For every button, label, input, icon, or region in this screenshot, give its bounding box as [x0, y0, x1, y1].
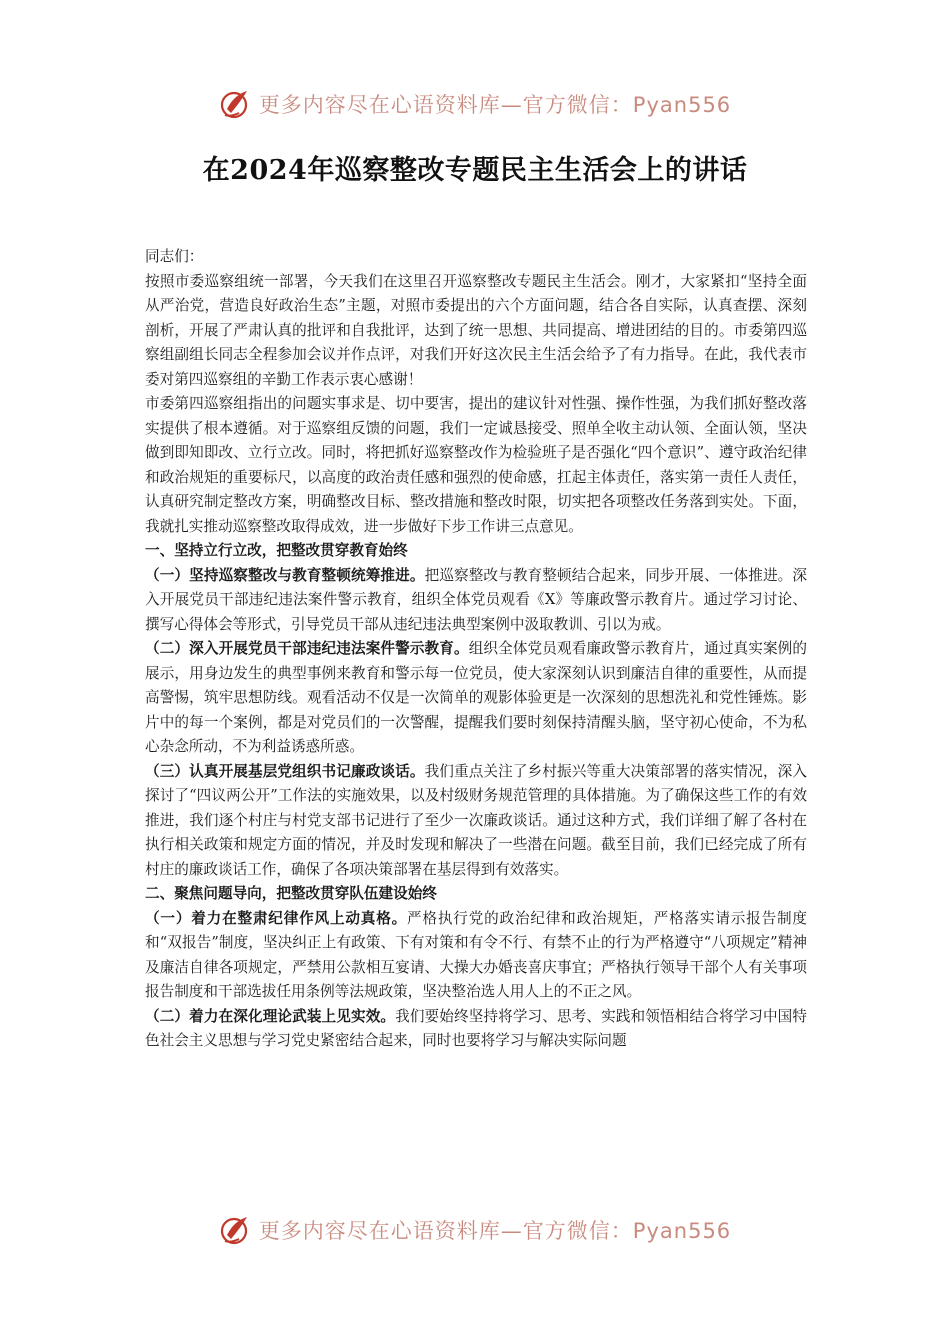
paragraph: [145, 564, 807, 638]
paragraph: 按照市委巡察组统一部署，今天我们在这里召开巡察整改专题民主生活会。刚才，大家紧扣“坚持全面从严治党，营造良好政治生态”主题，对照市委提出的六个方面问题，结合各自实际，认真查摆、深刻剖析，开展了严肃认真的批评和自我批评，达到了统一思想、共同提高、增进团结的目的。市委第四巡察组副组长同志全程参加会议并作点评，对我们开好这次民主生活会给予了有力指导。在此，我代表市委对第四巡察组的辛勤工作表示衷心感谢！: [145, 272, 807, 388]
paragraph: [145, 907, 807, 1005]
document-title: 在2024年巡察整改专题民主生活会上的讲话: [202, 155, 748, 186]
paragraph-text: 组织全体党员观看廉政警示教育片，通过真实案例的展示，用身边发生的典型事例来教育和警示每一位党员，使大家深刻认识到廉洁自律的重要性，从而提高警惕，筑牢思想防线。观看活动不仅是一次简单的观影体验更是一次深刻的思想洗礼和党性锤炼。影片中的每一个案例，都是对党员们的一次警醒，提醒我们要时刻保持清醒头脑，坚守初心使命，不为私心杂念所动，不为利益诱惑所惑。: [145, 640, 807, 755]
subsection-lead: （一）坚持巡察整改与教育整顿统筹推进。: [145, 566, 425, 584]
section-heading: 一、坚持立行立改，把整改贯穿教育始终: [145, 542, 408, 559]
watermark-text: 更多内容尽在心语资料库—官方微信：Pyan556: [258, 93, 732, 117]
subsection-lead: （二）着力在深化理论武装上见实效。: [145, 1007, 396, 1025]
subsection-lead: （一）着力在整肃纪律作风上动真格。: [145, 909, 408, 927]
paragraph-text: 把巡察整改与教育整顿结合起来，同步开展、一体推进。深入开展党员干部违纪违法案件警示教育，组织全体党员观看《X》等廉政警示教育片。通过学习讨论、撰写心得体会等形式，引导党员干部从违纪违法典型案例中汲取教训、引以为戒。: [145, 566, 807, 633]
document-body: [145, 245, 807, 1054]
paragraph: [145, 760, 807, 883]
pen-ribbon-logo-icon: [219, 1213, 253, 1247]
paragraph: [145, 1005, 807, 1054]
section-heading: 二、聚焦问题导向，把整改贯穿队伍建设始终: [145, 885, 437, 902]
paragraph-text: 严格执行党的政治纪律和政治规矩，严格落实请示报告制度和“双报告”制度，坚决纠正上有政策、下有对策和有令不行、有禁不止的行为严格遵守“八项规定”精神及廉洁自律各项规定，严禁用公款相互宴请、大操大办婚丧喜庆事宜；严格执行领导干部个人有关事项报告制度和干部选拔任用条例等法规政策，坚决整治选人用人上的不正之风。: [145, 909, 807, 1000]
subsection-lead: （三）认真开展基层党组织书记廉政谈话。: [145, 762, 425, 780]
paragraph: 市委第四巡察组指出的问题实事求是、切中要害，提出的建议针对性强、操作性强，为我们抓好整改落实提供了根本遵循。对于巡察组反馈的问题，我们一定诚恳接受、照单全收主动认领、全面认领，坚决做到即知即改、立行立改。同时，将把抓好巡察整改作为检验班子是否强化“四个意识”、遵守政治纪律和政治规矩的重要标尺，以高度的政治责任感和强烈的使命感，扛起主体责任，落实第一责任人责任，认真研究制定整改方案，明确整改目标、整改措施和整改时限，切实把各项整改任务落到实处。下面，我就扎实推动巡察整改取得成效，进一步做好下步工作讲三点意见。: [145, 395, 807, 535]
paragraph-text: 我们要始终坚持将学习、思考、实践和领悟相结合将学习中国特色社会主义思想与学习党史紧密结合起来，同时也要将学习与解决实际问题: [145, 1007, 807, 1049]
watermark-text: 更多内容尽在心语资料库—官方微信：Pyan556: [258, 1219, 732, 1243]
subsection-lead: （二）深入开展党员干部违纪违法案件警示教育。: [145, 640, 469, 657]
watermark-header: [0, 84, 950, 124]
watermark-footer: [0, 1210, 950, 1250]
paragraph: [145, 637, 807, 760]
salutation: 同志们：: [145, 248, 204, 265]
pen-ribbon-logo-icon: [219, 87, 253, 121]
paragraph-text: 我们重点关注了乡村振兴等重大决策部署的落实情况，深入探讨了“四议两公开”工作法的实施效果，以及村级财务规范管理的具体措施。为了确保这些工作的有效推进，我们逐个村庄与村党支部书记进行了至少一次廉政谈话。通过这种方式，我们详细了解了各村在执行相关政策和规定方面的情况，并及时发现和解决了一些潜在问题。截至目前，我们已经完成了所有村庄的廉政谈话工作，确保了各项决策部署在基层得到有效落实。: [145, 762, 807, 878]
